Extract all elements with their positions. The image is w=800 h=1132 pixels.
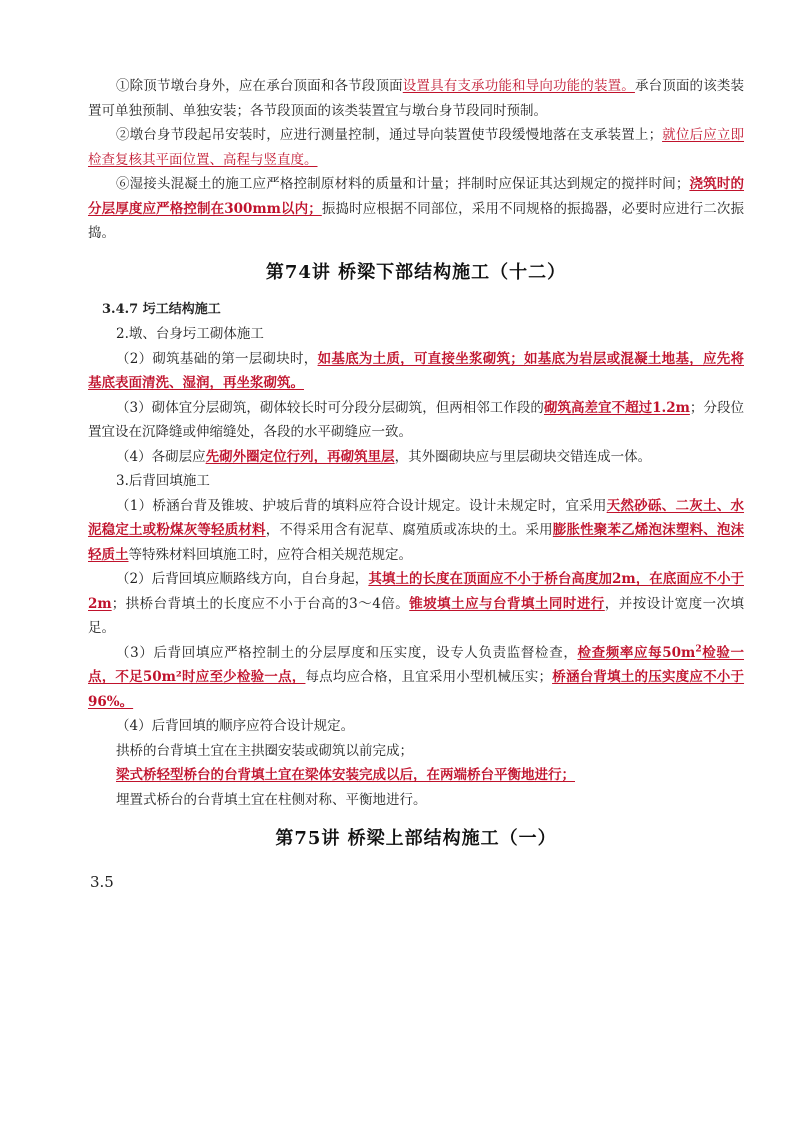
lecture-75-heading: 第75讲 桥梁上部结构施工（一） xyxy=(275,828,557,849)
paragraph-backfill-length: （2）后背回填应顺路线方向，自台身起，其填土的长度在顶面应不小于桥台高度加2m，在底面应不小于2m；拱桥台背填土的长度应不小于台高的3～4倍。锥坡填土应与台背填土同时进行，并按设计宽度一次填足。 xyxy=(88,571,745,636)
paragraph-compaction-control: （3）后背回填应严格控制土的分层厚度和压实度，设专人负责监督检查，检查频率应每$50m^2$检验一点，不足50m²时应至少检验一点，每点均应合格，且宜采用小型机械压实；桥涵台背填土的压实度应不小于96%。 xyxy=(88,644,745,710)
highlight-key-point: 桥涵台背填土的压实度应不小于96%。 xyxy=(88,669,745,710)
highlight-key-point: 梁式桥轻型桥台的台背填土宜在梁体安装完成以后，在两端桥台平衡地进行； xyxy=(116,767,575,783)
paragraph-buried-abutment: 埋置式桥台的台背填土宜在柱侧对称、平衡地进行。 xyxy=(116,791,427,808)
highlight-key-point: 膨胀性聚苯乙烯泡沫塑料、泡沫轻质土 xyxy=(88,522,745,563)
highlight-key-point: 先砌外圈定位行列，再砌筑里层 xyxy=(205,448,395,465)
highlight-key-point: 设置具有支承功能和导向功能的装置。 xyxy=(402,78,635,94)
paragraph-beam-bridge xyxy=(88,763,744,788)
paragraph-support-device: ①除顶节墩台身外，应在承台顶面和各节段顶面设置具有支承功能和导向功能的装置。承台顶面的该类装置可单独预制、单独安装；各节段顶面的该类装置宜与墩台身节段同时预制。 xyxy=(88,78,745,119)
paragraph-first-layer: （2）砌筑基础的第一层砌块时，如基底为土质，可直接坐浆砌筑；如基底为岩层或混凝土地基，应先将基底表面清洗、湿润，再坐浆砌筑。 xyxy=(88,350,744,391)
subsection-backfill-title: 3.后背回填施工 xyxy=(116,473,210,489)
paragraph-backfill-material: （1）桥涵台背及锥坡、护坡后背的填料应符合设计规定。设计未规定时，宜采用天然砂砾、二灰土、水泥稳定土或粉煤灰等轻质材料，不得采用含有泥草、腐殖质或冻块的土。采用膨胀性聚苯乙烯泡沫塑料、泡沫轻质土等特殊材料回填施工时，应符合相关规范规定。 xyxy=(88,497,745,563)
subsection-masonry-title: 2.墩、台身圬工砌体施工 xyxy=(116,326,264,342)
section-3-4-7-title: 3.4.7 圬工结构施工 xyxy=(102,301,221,317)
highlight-key-point: 天然砂砾、二灰土、水泥稳定土或粉煤灰等轻质材料 xyxy=(88,497,745,538)
highlight-key-point: 就位后应立即检查复核其平面位置、高程与竖直度。 xyxy=(88,127,745,168)
paragraph-wet-joint-concrete: ⑥湿接头混凝土的施工应严格控制原材料的质量和计量；拌制时应保证其达到规定的搅拌时间；浇筑时的分层厚度应严格控制在300mm以内；振捣时应根据不同部位，采用不同规格的振捣器，必要时应进行二次振捣。 xyxy=(88,176,745,241)
paragraph-arch-bridge: 拱桥的台背填土宜在主拱圈安装或砌筑以前完成； xyxy=(116,742,413,759)
paragraph-layered-masonry: （3）砌体宜分层砌筑，砌体较长时可分段分层砌筑，但两相邻工作段的砌筑高差宜不超过1.2m；分段位置宜设在沉降缝或伸缩缝处，各段的水平砌缝应一致。 xyxy=(88,399,745,440)
highlight-key-point: 锥坡填土应与台背填土同时进行 xyxy=(409,595,605,612)
paragraph-outer-ring: （4）各砌层应先砌外圈定位行列，再砌筑里层，其外圈砌块应与里层砌块交错连成一体。 xyxy=(116,448,652,465)
highlight-key-point: 如基底为土质，可直接坐浆砌筑；如基底为岩层或混凝土地基，应先将基底表面清洗、湿润，再坐浆砌筑。 xyxy=(88,350,744,391)
paragraph-segment-lifting: ②墩台身节段起吊安装时，应进行测量控制，通过导向装置使节段缓慢地落在支承装置上；就位后应立即检查复核其平面位置、高程与竖直度。 xyxy=(88,127,745,168)
highlight-key-point: 其填土的长度在顶面应不小于桥台高度加2m，在底面应不小于2m xyxy=(88,571,744,612)
highlight-key-point: 砌筑高差宜不超过1.2m xyxy=(543,399,690,416)
paragraph-backfill-order: （4）后背回填的顺序应符合设计规定。 xyxy=(116,718,355,734)
section-3-5-title: 3.5 xyxy=(90,873,114,891)
highlight-key-point: 检查频率应每$50m^2$检验一点，不足50m²时应至少检验一点， xyxy=(88,644,745,685)
highlight-key-point: 浇筑时的分层厚度应严格控制在300mm以内； xyxy=(88,176,745,217)
lecture-74-heading: 第74讲 桥梁下部结构施工（十二） xyxy=(265,261,567,283)
document-body xyxy=(88,74,744,895)
